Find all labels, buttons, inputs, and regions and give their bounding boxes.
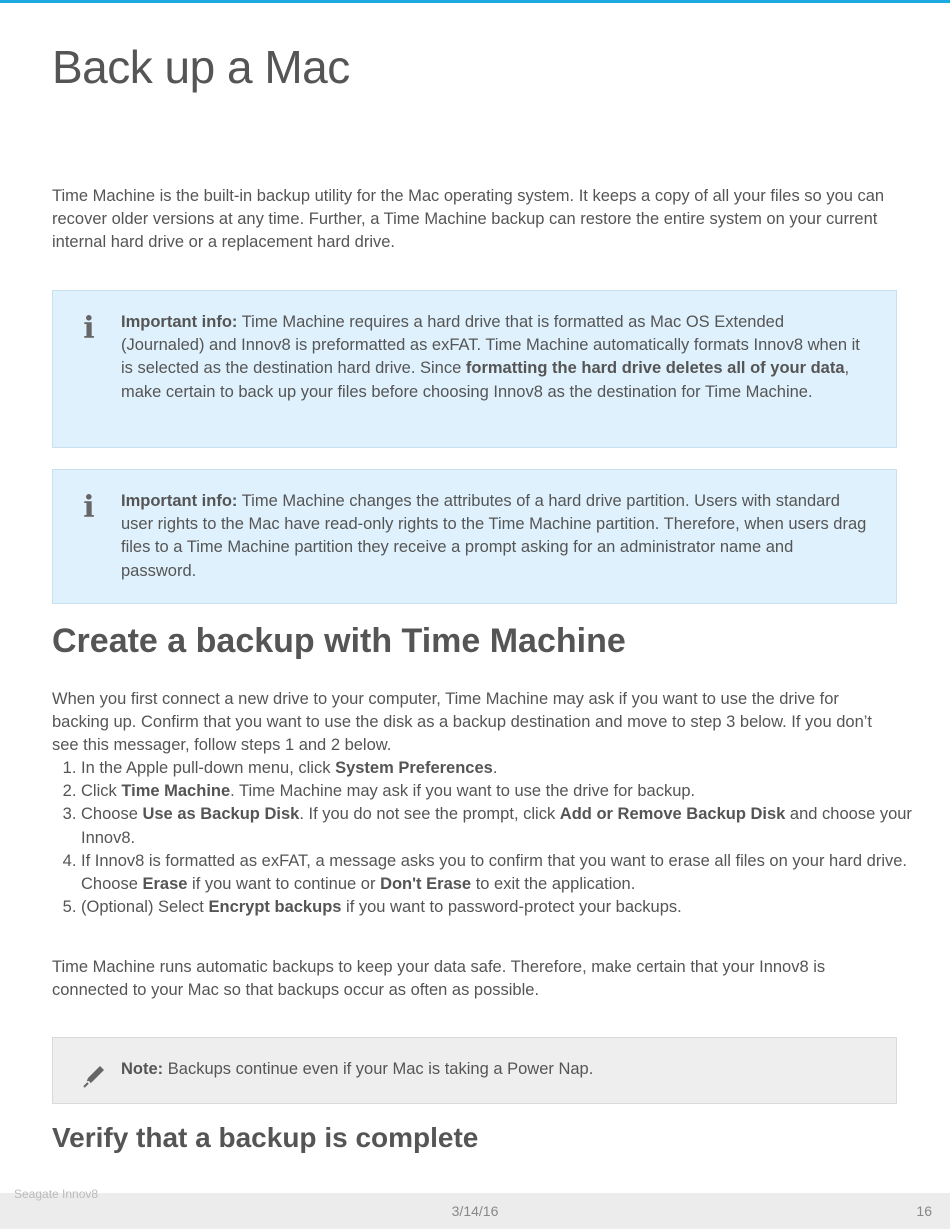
note-box bbox=[52, 1037, 897, 1104]
info-icon: i bbox=[83, 490, 95, 525]
list-item: 4. If Innov8 is formatted as exFAT, a message asks you to confirm that you want to erase all files on your hard drive. Choose Erase if you want to continue or Don't Erase to exit the application. bbox=[81, 850, 921, 896]
top-accent-bar bbox=[0, 0, 950, 3]
important-info-box-2 bbox=[52, 469, 897, 604]
after-steps-paragraph: Time Machine runs automatic backups to keep your data safe. Therefore, make certain that your Innov8 is connected to your Mac so that backups occur as often as possible. bbox=[52, 958, 826, 1000]
list-item: 5. (Optional) Select Encrypt backups if you want to password-protect your backups. bbox=[81, 896, 921, 919]
info-text-part: Time Machine requires a hard drive that is formatted as Mac OS Extended (Journaled) and Innov8 is preformatted as exFAT. Time Machine automatically formats Innov8 when it is selected as the destination hard drive. Since bbox=[121, 313, 860, 378]
info-emphasis: formatting the hard drive deletes all of your data bbox=[465, 359, 845, 378]
steps-list bbox=[52, 757, 921, 919]
list-item: 2. Click Time Machine. Time Machine may ask if you want to use the drive for backup. bbox=[81, 780, 921, 803]
section-intro-paragraph: When you first connect a new drive to your computer, Time Machine may ask if you want to use the drive for backing up. Confirm that you want to use the disk as a backup destination and move to step 3 below. If you don’t see this messager, follow steps 1 and 2 below. bbox=[52, 690, 872, 755]
page-title: Back up a Mac bbox=[52, 41, 350, 93]
info-box-2-text bbox=[121, 490, 872, 583]
section-heading-create-backup: Create a backup with Time Machine bbox=[52, 622, 626, 660]
footer-brand: Seagate Innov8 bbox=[14, 1187, 99, 1201]
pen-icon bbox=[79, 1060, 99, 1098]
list-item: 1. In the Apple pull-down menu, click System Preferences. bbox=[81, 757, 921, 780]
info-icon: i bbox=[83, 311, 95, 346]
page-footer bbox=[0, 1187, 950, 1229]
info-text-part: , make certain to back up your files before choosing Innov8 as the destination for Time Machine. bbox=[121, 359, 850, 401]
page-number: 16 bbox=[916, 1203, 932, 1219]
important-info-box-1 bbox=[52, 290, 897, 448]
footer-date: 3/14/16 bbox=[451, 1203, 499, 1219]
info-label: Important info: bbox=[121, 313, 238, 331]
intro-paragraph: Time Machine is the built-in backup utility for the Mac operating system. It keeps a copy of all your files so you can recover older versions at any time. Further, a Time Machine backup can restore the entire system on your current internal hard drive or a replacement hard drive. bbox=[52, 187, 885, 252]
list-item: 3. Choose Use as Backup Disk. If you do not see the prompt, click Add or Remove Backup Disk and choose your Innov8. bbox=[81, 803, 921, 849]
info-text: Time Machine changes the attributes of a hard drive partition. Users with standard user rights to the Mac have read-only rights to the Time Machine partition. Therefore, when users drag files to a Time Machine partition they receive a prompt asking for an administrator name and password. bbox=[121, 492, 867, 580]
info-label: Important info: bbox=[121, 492, 238, 510]
note-body: Backups continue even if your Mac is taking a Power Nap. bbox=[163, 1060, 594, 1078]
note-label: Note: bbox=[121, 1060, 164, 1078]
info-box-1-text bbox=[121, 311, 872, 404]
section-heading-verify-backup: Verify that a backup is complete bbox=[52, 1122, 479, 1153]
note-text bbox=[121, 1058, 872, 1081]
